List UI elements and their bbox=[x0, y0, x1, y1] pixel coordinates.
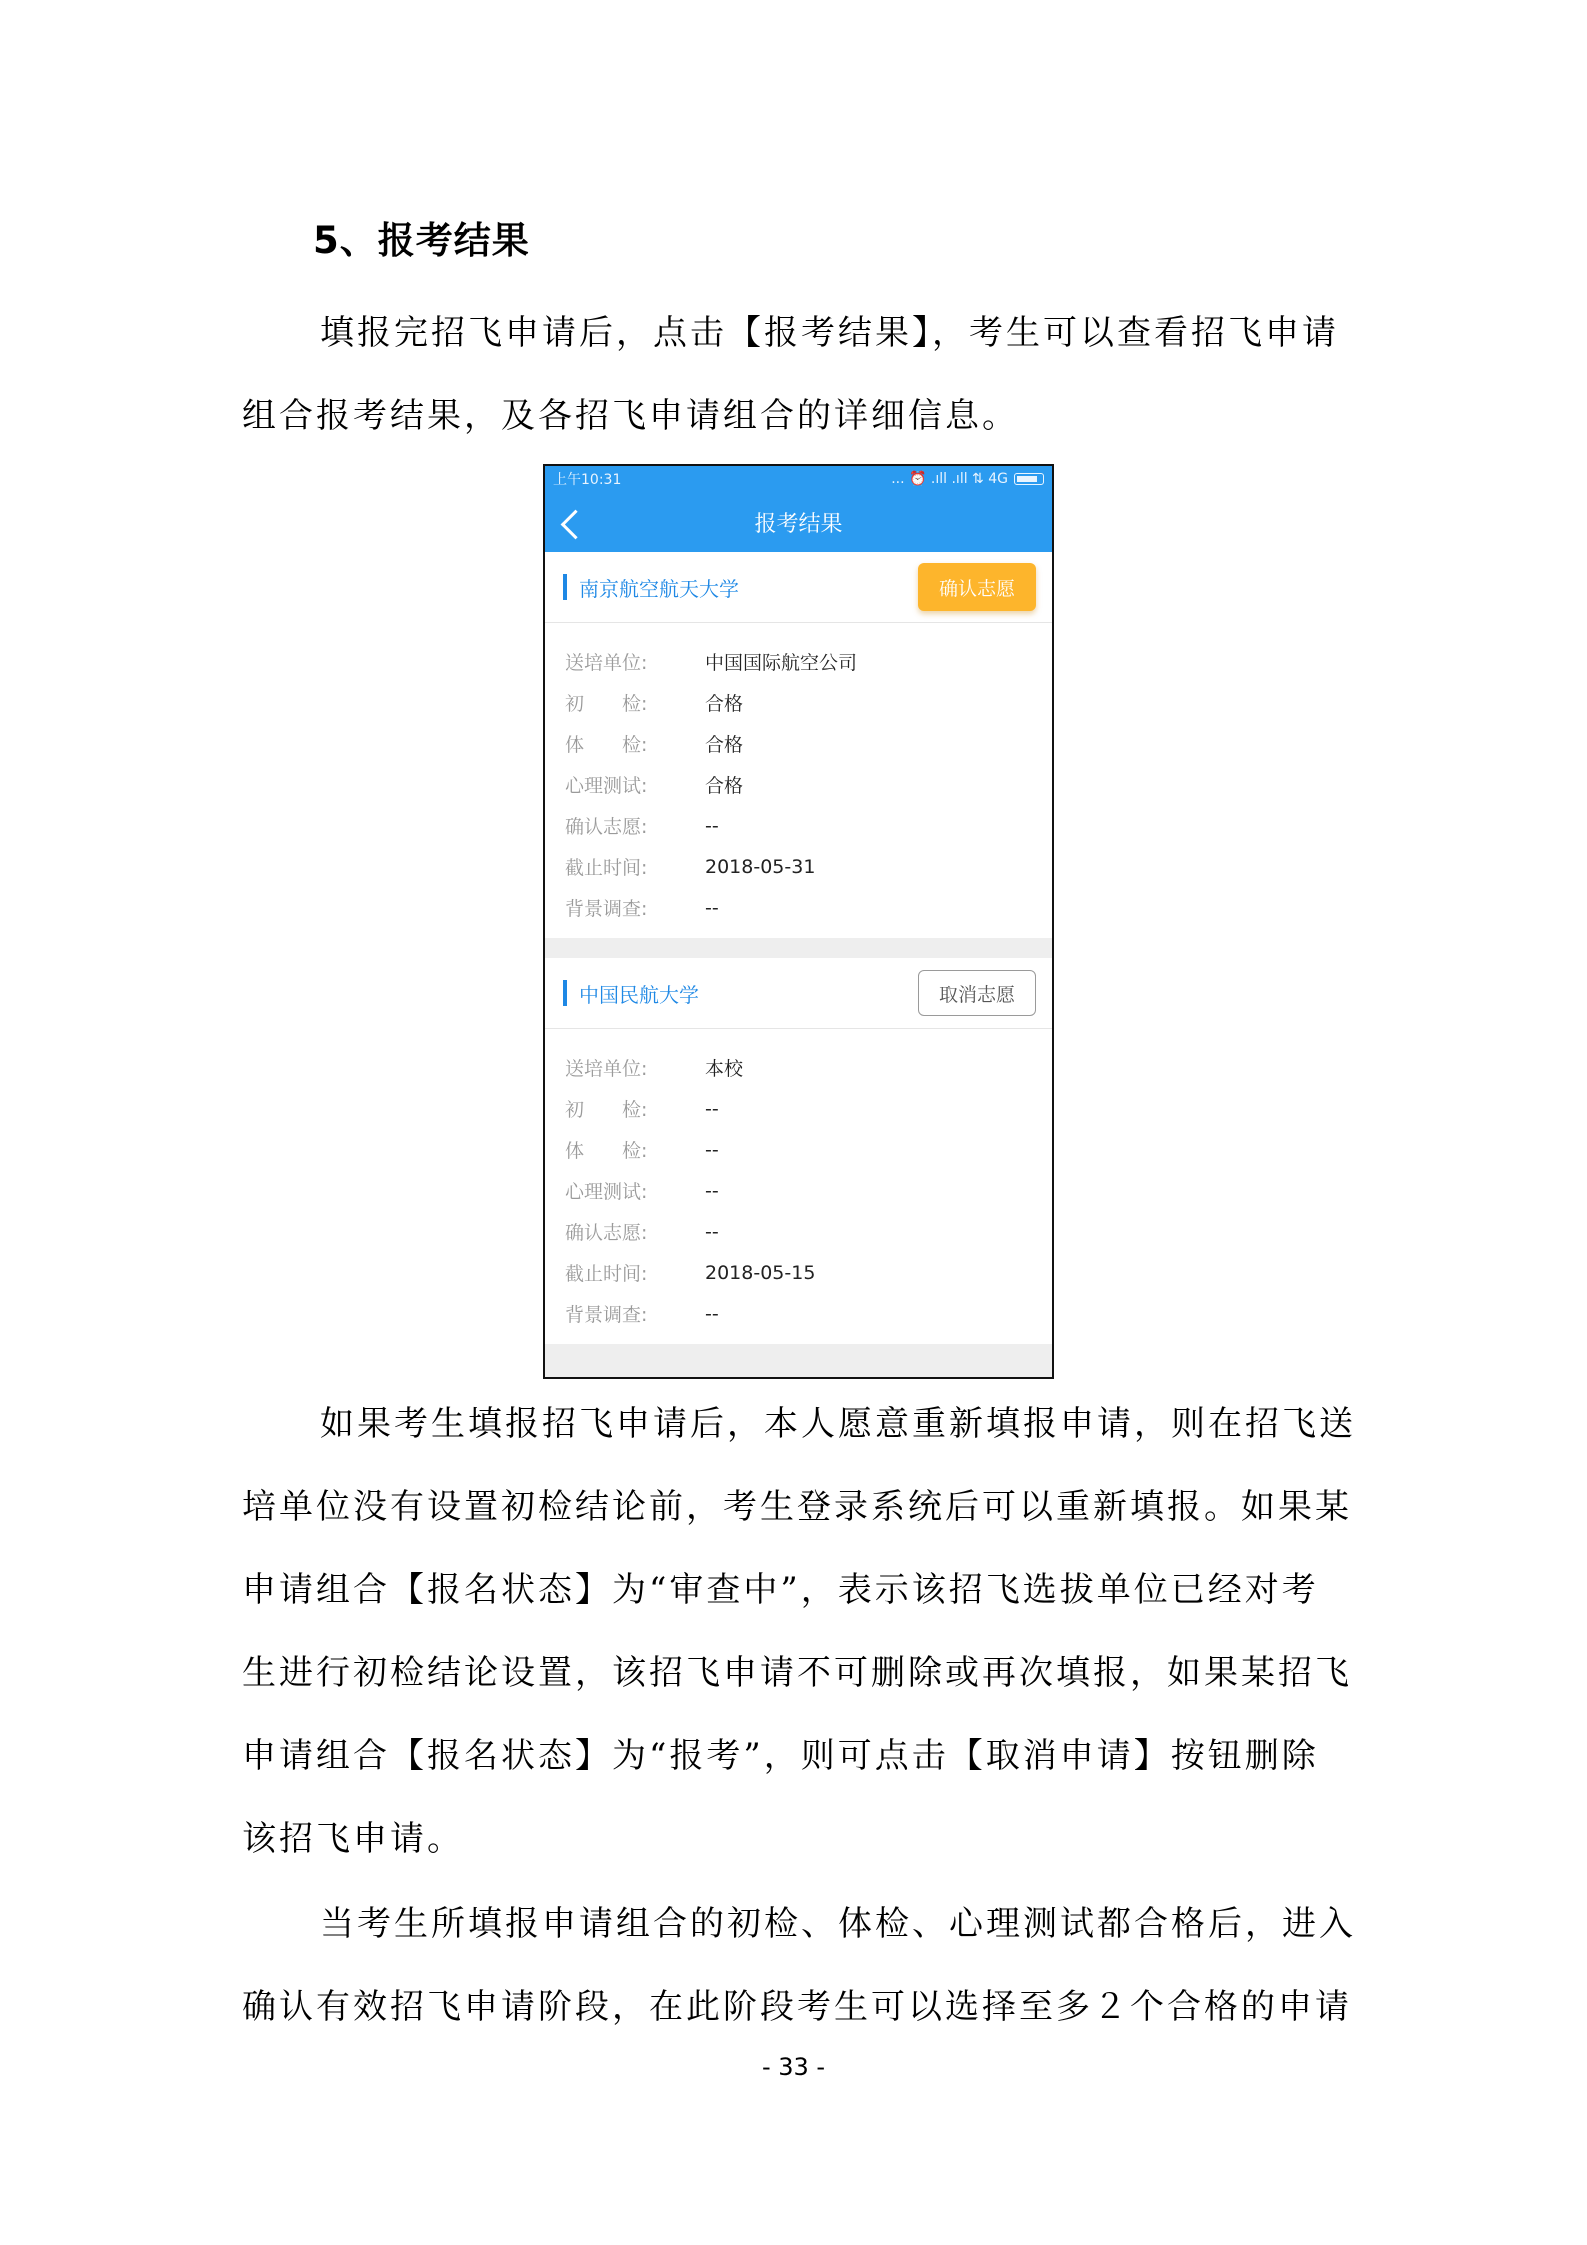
detail-row bbox=[565, 1293, 1052, 1334]
detail-row bbox=[565, 846, 1052, 887]
detail-row bbox=[565, 1129, 1052, 1170]
detail-value: -- bbox=[705, 1302, 719, 1325]
battery-icon bbox=[1014, 473, 1044, 485]
detail-row bbox=[565, 764, 1052, 805]
detail-label: 确认志愿: bbox=[565, 816, 648, 838]
paragraph-line: 当考生所填报申请组合的初检、体检、心理测试都合格后，进入 bbox=[320, 1904, 1356, 1944]
card-header bbox=[545, 958, 1052, 1029]
detail-label: 送培单位: bbox=[565, 652, 648, 674]
detail-label: 初 检: bbox=[565, 1099, 648, 1121]
detail-label: 体 检: bbox=[565, 734, 648, 756]
detail-value: -- bbox=[705, 1220, 719, 1243]
detail-value: -- bbox=[705, 1097, 719, 1120]
detail-label: 背景调查: bbox=[565, 898, 648, 920]
nav-bar bbox=[545, 492, 1052, 552]
network-status: ... ⏰ .ıll .ıll ⇅ 4G bbox=[891, 471, 1008, 487]
detail-label: 截止时间: bbox=[565, 857, 648, 879]
detail-label: 送培单位: bbox=[565, 1058, 648, 1080]
detail-value: -- bbox=[705, 1138, 719, 1161]
detail-value: 2018-05-15 bbox=[705, 1261, 816, 1284]
paragraph-line: 生进行初检结论设置，该招飞申请不可删除或再次填报，如果某招飞 bbox=[242, 1653, 1352, 1693]
detail-label: 截止时间: bbox=[565, 1263, 648, 1285]
detail-value: 合格 bbox=[705, 734, 744, 756]
detail-label: 心理测试: bbox=[565, 1181, 648, 1203]
paragraph-line: 申请组合【报名状态】为“审查中”，表示该招飞选拔单位已经对考 bbox=[242, 1570, 1319, 1610]
detail-value: 合格 bbox=[705, 693, 744, 715]
accent-bar bbox=[563, 574, 567, 600]
detail-row bbox=[565, 805, 1052, 846]
paragraph-reapply bbox=[242, 1383, 1356, 1881]
detail-value: -- bbox=[705, 896, 719, 919]
detail-value: -- bbox=[705, 814, 719, 837]
paragraph-line: 申请组合【报名状态】为“报考”，则可点击【取消申请】按钮删除 bbox=[242, 1736, 1319, 1776]
paragraph-line: 如果考生填报招飞申请后，本人愿意重新填报申请，则在招飞送 bbox=[320, 1404, 1356, 1444]
detail-rows bbox=[545, 623, 1052, 938]
cancel-choice-button[interactable]: 取消志愿 bbox=[918, 970, 1036, 1016]
back-arrow-icon[interactable] bbox=[561, 510, 591, 540]
school-name-text: 南京航空航天大学 bbox=[579, 576, 739, 601]
paragraph-confirm bbox=[242, 1883, 1356, 2049]
paragraph-line: 该招飞申请。 bbox=[242, 1819, 464, 1859]
detail-label: 心理测试: bbox=[565, 775, 648, 797]
detail-label: 确认志愿: bbox=[565, 1222, 648, 1244]
paragraph-line: 培单位没有设置初检结论前，考生登录系统后可以重新填报。如果某 bbox=[242, 1487, 1352, 1527]
section-heading: 5、报考结果 bbox=[313, 219, 530, 262]
school-name bbox=[563, 573, 739, 602]
detail-row bbox=[565, 1170, 1052, 1211]
application-card bbox=[545, 958, 1052, 1344]
detail-row bbox=[565, 1211, 1052, 1252]
status-bar bbox=[545, 466, 1052, 492]
page-number: - 33 - bbox=[761, 2053, 826, 2081]
confirm-choice-button[interactable]: 确认志愿 bbox=[918, 563, 1036, 611]
detail-value: 合格 bbox=[705, 775, 744, 797]
detail-row bbox=[565, 887, 1052, 928]
nav-title: 报考结果 bbox=[754, 511, 843, 537]
detail-row bbox=[565, 1047, 1052, 1088]
detail-label: 背景调查: bbox=[565, 1304, 648, 1326]
detail-value: 本校 bbox=[705, 1058, 744, 1080]
phone-screenshot bbox=[543, 464, 1054, 1379]
detail-row bbox=[565, 682, 1052, 723]
school-name bbox=[563, 979, 699, 1008]
paragraph-line: 填报完招飞申请后，点击【报考结果】，考生可以查看招飞申请 bbox=[320, 313, 1339, 353]
detail-label: 初 检: bbox=[565, 693, 648, 715]
detail-value: 中国国际航空公司 bbox=[705, 652, 858, 674]
paragraph-line: 确认有效招飞申请阶段，在此阶段考生可以选择至多２个合格的申请 bbox=[242, 1987, 1352, 2027]
detail-row bbox=[565, 641, 1052, 682]
detail-label: 体 检: bbox=[565, 1140, 648, 1162]
detail-row bbox=[565, 723, 1052, 764]
paragraph-line: 组合报考结果，及各招飞申请组合的详细信息。 bbox=[242, 396, 1019, 436]
detail-row bbox=[565, 1252, 1052, 1293]
detail-value: -- bbox=[705, 1179, 719, 1202]
accent-bar bbox=[563, 980, 567, 1006]
application-card bbox=[545, 552, 1052, 938]
detail-rows bbox=[545, 1029, 1052, 1344]
school-name-text: 中国民航大学 bbox=[579, 982, 699, 1007]
card-header bbox=[545, 552, 1052, 623]
detail-value: 2018-05-31 bbox=[705, 855, 816, 878]
detail-row bbox=[565, 1088, 1052, 1129]
status-time: 上午10:31 bbox=[553, 472, 622, 488]
status-icons bbox=[891, 471, 1044, 487]
paragraph-intro bbox=[242, 292, 1352, 458]
